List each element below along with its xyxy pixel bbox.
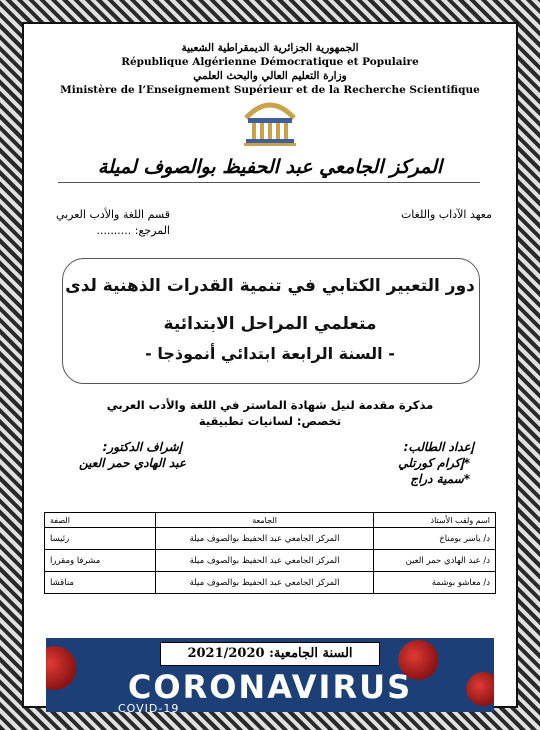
jury-header-role: الصفة: [45, 513, 156, 528]
thesis-title-line-3: - السنة الرابعة ابتدائي أنموذجا -: [145, 344, 395, 363]
header-republic-ar: الجمهورية الجزائرية الديمقراطية الشعبية: [181, 42, 359, 54]
jury-member-role: رئيسا: [45, 528, 156, 550]
specialty-label: تخصص: لسانيات تطبيقية: [198, 414, 342, 428]
header-republic-fr: République Algérienne Démocratique et Populaire: [121, 56, 419, 68]
students-label: إعداد الطالب:: [403, 440, 474, 454]
jury-member-role: مشرفا ومقررا: [45, 550, 156, 572]
institute-label: معهد الآداب واللغات: [400, 208, 492, 221]
header-ministry-fr: Ministère de l’Enseignement Supérieur et de la Recherche Scientifique: [60, 84, 480, 96]
header-ministry-ar: وزارة التعليم العالي والبحث العلمي: [193, 70, 347, 82]
student-name-1: *إكرام كورتلي: [398, 456, 470, 470]
university-logo-icon: [238, 96, 302, 148]
jury-member-name: د/ ياسر بومناخ: [373, 528, 495, 550]
jury-table: [44, 512, 496, 594]
banner-subtitle: COVID-19: [118, 702, 180, 715]
jury-header-university: الجامعة: [156, 513, 373, 528]
banner-title: CORONAVIRUS: [127, 668, 413, 706]
department-label: قسم اللغة والأدب العربي: [55, 208, 170, 221]
jury-member-university: المركز الجامعي عبد الحفيظ بوالصوف ميلة: [156, 572, 373, 594]
jury-member-university: المركز الجامعي عبد الحفيظ بوالصوف ميلة: [156, 550, 373, 572]
table-row: [45, 550, 496, 572]
academic-year: السنة الجامعية: 2021/2020: [160, 642, 380, 666]
jury-table-header: [45, 513, 496, 528]
table-row: [45, 528, 496, 550]
thesis-title-line-1: دور التعبير الكتابي في تنمية القدرات الذهنية لدى: [65, 276, 475, 296]
supervisor-name: عبد الهادي حمر العين: [78, 456, 186, 470]
jury-member-role: مناقشا: [45, 572, 156, 594]
jury-member-name: د/ عبد الهادي حمر العين: [373, 550, 495, 572]
memo-description: مذكرة مقدمة لنيل شهادة الماستر في اللغة والأدب العربي: [106, 398, 434, 412]
student-name-2: *سمية دراج: [410, 472, 470, 486]
reference-label: المرجع: ..........: [96, 224, 170, 237]
jury-header-name: اسم ولقب الأستاذ: [373, 513, 495, 528]
jury-member-name: د/ معاشو بوشمة: [373, 572, 495, 594]
university-center-name: المركز الجامعي عبد الحفيظ بوالصوف لميلة: [97, 156, 443, 178]
table-row: [45, 572, 496, 594]
jury-member-university: المركز الجامعي عبد الحفيظ بوالصوف ميلة: [156, 528, 373, 550]
divider-line: [58, 182, 480, 183]
supervisor-label: إشراف الدكتور:: [102, 440, 182, 454]
thesis-title-line-2: متعلمي المراحل الابتدائية: [163, 314, 377, 334]
